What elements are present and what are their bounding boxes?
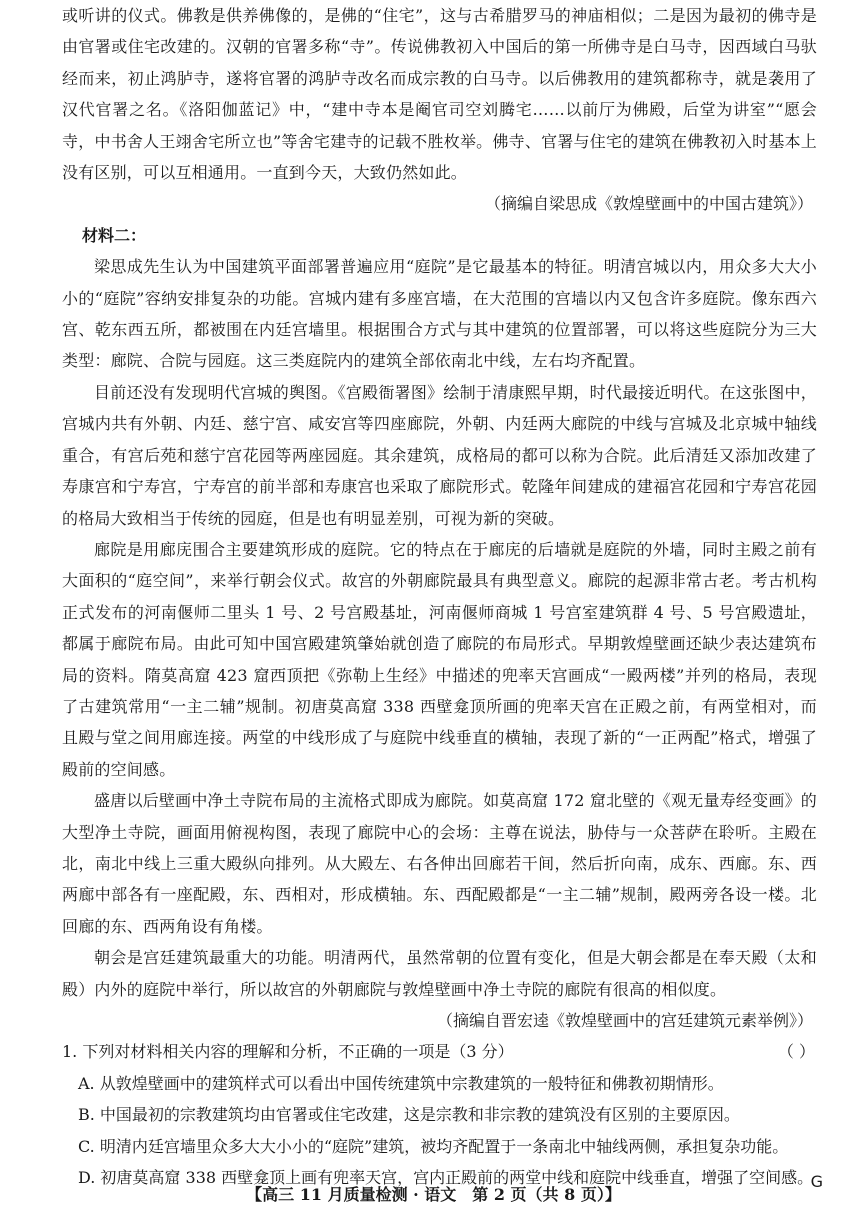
question-1-stem: 1. 下列对材料相关内容的理解和分析，不正确的一项是（3 分） (62, 1042, 514, 1062)
material2-heading: 材料二： (82, 225, 147, 245)
material2-citation: （摘编自晋宏逵《敦煌壁画中的宫廷建筑元素举例》） (436, 1011, 813, 1030)
option-b: B. 中国最初的宗教建筑均由官署或住宅改建，这是宗教和非宗教的建筑没有区别的主要原因。 (78, 1105, 740, 1125)
question-1-stem-row (62, 1036, 817, 1067)
material1-paragraph-end: 或听讲的仪式。佛教是供养佛像的，是佛的“住宅”，这与古希腊罗马的神庙相似；二是因为最初的佛寺是由官署或住宅改建的。汉朝的官署多称“寺”。传说佛教初入中国后的第一所佛寺是白马寺，因西域白马驮经而来，初止鸿胪寺，遂将官署的鸿胪寺改名而成宗教的白马寺。以后佛教用的建筑都称寺，就是袭用了汉代官署之名。《洛阳伽蓝记》中，“建中寺本是阉官司空刘腾宅……以前厅为佛殿，后堂为讲室”“愿会寺，中书舍人王翊舍宅所立也”等舍宅建寺的记载不胜枚举。佛寺、官署与住宅的建筑在佛教初入时基本上没有区别，可以互相通用。一直到今天，大致仍然如此。 (62, 6, 817, 183)
option-d: D. 初唐莫高窟 338 西壁龛顶上画有兜率天宫，宫内正殿前的两堂中线和庭院中线垂直，增强了空间感。 (78, 1168, 814, 1188)
material1-citation: （摘编自梁思成《敦煌壁画中的中国古建筑》） (484, 194, 813, 214)
material2-paragraph-4: 盛唐以后壁画中净土寺院布局的主流格式即成为廊院。如莫高窟 172 窟北壁的《观无量寿经变画》的大型净土寺院，画面用俯视构图，表现了廊院中心的会场：主尊在说法，胁侍与一众菩萨在聆听。主殿在北，南北中线上三重大殿纵向排列。从大殿左、右各伸出回廊若干间，然后折向南，成东、西廊。东、西两廊中部各有一座配殿，东、西相对，形成横轴。东、西配殿都是“一主二辅”规制，殿两旁各设一楼。北回廊的东、西两角设有角楼。 (62, 791, 817, 936)
option-a: A. 从敦煌壁画中的建筑样式可以看出中国传统建筑中宗教建筑的一般特征和佛教初期情形。 (78, 1073, 724, 1093)
corner-mark: G (810, 1172, 823, 1191)
material2-paragraph-2: 目前还没有发现明代宫城的舆图。《宫殿衙署图》绘制于清康熙早期，时代最接近明代。在这张图中，宫城内共有外朝、内廷、慈宁宫、咸安宫等四座廊院，外朝、内廷两大廊院的中线与宫城及北京城中轴线重合，有宫后苑和慈宁宫花园等两座园庭。其余建筑，成格局的都可以称为合院。此后清廷又添加改建了寿康宫和宁寿宫，宁寿宫的前半部和寿康宫也采取了廊院形式。乾隆年间建成的建福宫花园和宁寿宫花园的格局大致相当于传统的园庭，但是也有明显差别，可视为新的突破。 (62, 382, 817, 528)
option-c: C. 明清内廷宫墙里众多大大小小的“庭院”建筑，被均齐配置于一条南北中轴线两侧，承担复杂功能。 (78, 1136, 789, 1156)
answer-parentheses: （ ） (777, 1042, 815, 1062)
page-footer: 【高三 11 月质量检测 · 语文 第 2 页（共 8 页）】 (246, 1185, 621, 1204)
material2-paragraph-5: 朝会是宫廷建筑最重大的功能。明清两代，虽然常朝的位置有变化，但是大朝会都是在奉天殿（太和殿）内外的庭院中举行，所以故宫的外朝廊院与敦煌壁画中净土寺院的廊院有很高的相似度。 (62, 948, 817, 999)
material2-paragraph-1: 梁思成先生认为中国建筑平面部署普遍应用“庭院”是它最基本的特征。明清宫城以内，用众多大大小小的“庭院”容纳安排复杂的功能。宫城内建有多座宫墙，在大范围的宫墙以内又包含许多庭院。像东西六宫、乾东西五所，都被围在内廷宫墙里。根据围合方式与其中建筑的位置部署，可以将这些庭院分为三大类型：廊院、合院与园庭。这三类庭院内的建筑全部依南北中线，左右均齐配置。 (62, 257, 817, 371)
material2-paragraph-3: 廊院是用廊庑围合主要建筑形成的庭院。它的特点在于廊庑的后墙就是庭院的外墙，同时主殿之前有大面积的“庭空间”，来举行朝会仪式。故宫的外朝廊院最具有典型意义。廊院的起源非常古老。考古机构正式发布的河南偃师二里头 1 号、2 号宫殿基址，河南偃师商城 1 号宫室建筑群 4 号、5 号宫殿遗址，都属于廊院布局。由此可知中国宫殿建筑肇始就创造了廊院的布局形式。早期敦煌壁画还缺少表达建筑布局的资料。隋莫高窟 423 窟西顶把《弥勒上生经》中描述的兜率天宫画成“一殿两楼”并列的格局，表现了古建筑常用“一主二辅”规制。初唐莫高窟 338 西壁龛顶所画的兜率天宫在正殿之前，有两堂相对，而且殿与堂之间用廊连接。两堂的中线形成了与庭院中线垂直的横轴，表现了新的“一正两配”格式，增强了殿前的空间感。 (62, 539, 817, 779)
